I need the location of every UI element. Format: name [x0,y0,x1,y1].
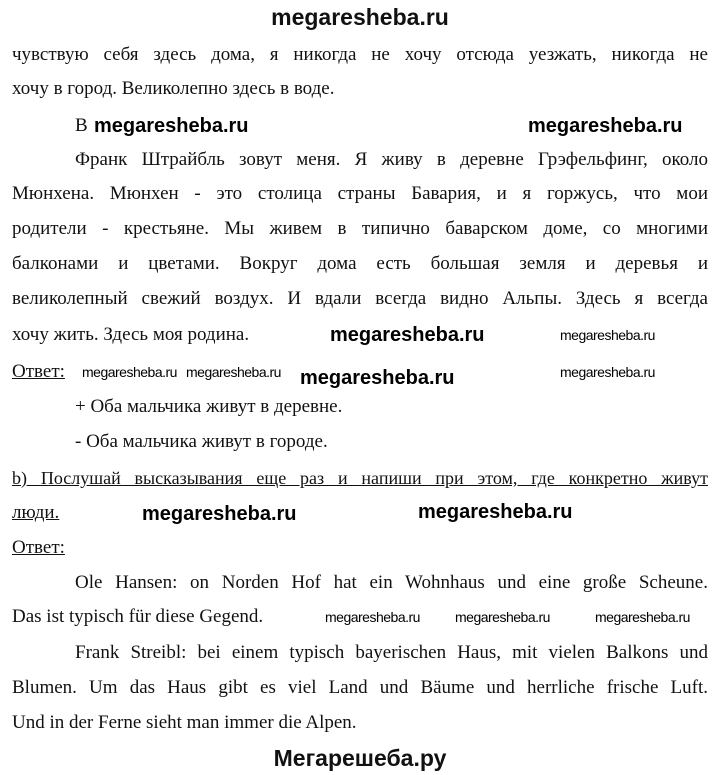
answer-line: Frank Streibl: bei einem typisch bayerischen Haus, mit vielen Balkons und [75,642,708,663]
watermark: megaresheba.ru [418,501,573,523]
task-b-line: b) Послушай высказывания еще раз и напиши при этом, где конкретно живут [12,468,708,488]
watermark: megaresheba.ru [455,609,550,625]
watermark: megaresheba.ru [560,364,655,380]
watermark: megaresheba.ru [560,327,655,343]
header-watermark: megaresheba.ru [271,4,449,30]
text-line: балконами и цветами. Вокруг дома есть большая земля и деревья и [12,253,708,274]
answer-line: Und in der Ferne sieht man immer die Alpen. [12,712,357,733]
watermark: megaresheba.ru [595,609,690,625]
task-b-line: люди. [12,502,60,523]
answer-line: Blumen. Um das Haus gibt es viel Land und Bäume und herrliche frische Luft. [12,677,708,698]
watermark: megaresheba.ru [94,115,249,137]
text-line: родители - крестьяне. Мы живем в типично баварском доме, со многими [12,218,708,239]
footer-watermark: Мегарешеба.ру [273,745,447,771]
answer-label: Ответ: [12,361,65,382]
text-line: Франк Штрайбль зовут меня. Я живу в деревне Грэфельфинг, около [75,149,708,170]
text-line: великолепный свежий воздух. И вдали всегда видно Альпы. Здесь я всегда [12,288,708,309]
watermark: megaresheba.ru [186,364,281,380]
answer-label: Ответ: [12,537,65,558]
answer-item: - Оба мальчика живут в городе. [75,431,328,452]
text-line: В [75,115,88,136]
watermark: megaresheba.ru [82,364,177,380]
text-line: чувствую себя здесь дома, я никогда не хочу отсюда уезжать, никогда не [12,44,708,65]
text-line: Мюнхена. Мюнхен - это столица страны Бавария, и я горжусь, что мои [12,183,708,204]
text-line: хочу в город. Великолепно здесь в воде. [12,78,335,99]
answer-item: + Оба мальчика живут в деревне. [75,396,343,417]
watermark: megaresheba.ru [528,115,683,137]
text-line: хочу жить. Здесь моя родина. [12,324,250,345]
watermark: megaresheba.ru [325,609,420,625]
watermark: megaresheba.ru [330,324,485,346]
answer-line: Das ist typisch für diese Gegend. [12,606,264,627]
watermark: megaresheba.ru [142,503,297,525]
watermark: megaresheba.ru [300,367,455,389]
answer-line: Ole Hansen: on Norden Hof hat ein Wohnhaus und eine große Scheune. [75,572,708,593]
